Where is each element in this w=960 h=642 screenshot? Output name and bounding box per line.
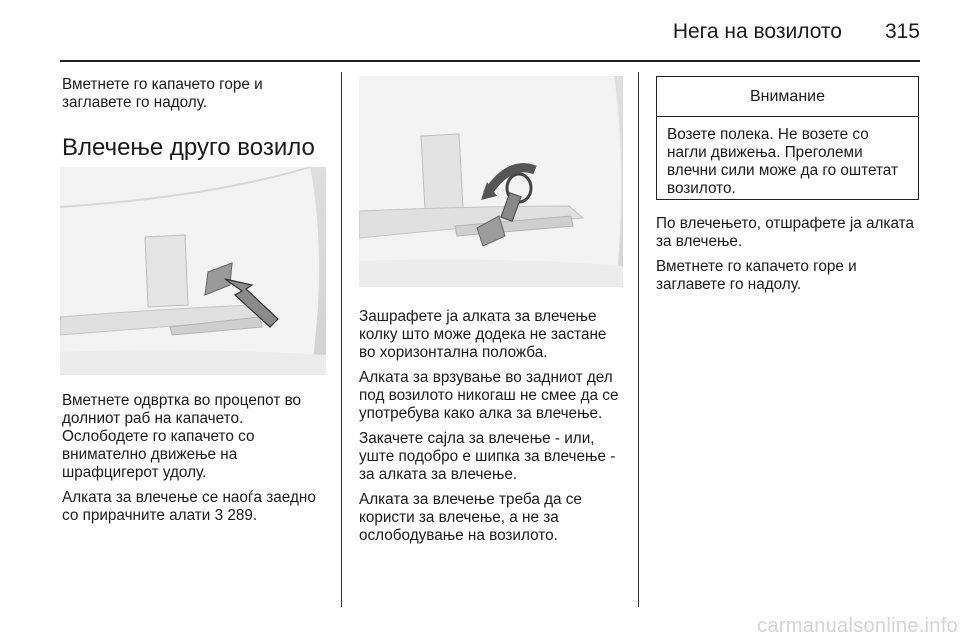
page-number: 315: [884, 20, 920, 43]
column-divider-2: [638, 72, 639, 607]
watermark: carmanualsonline.info: [757, 615, 958, 637]
header-rule: [60, 60, 920, 62]
tow-eye-illustration: [359, 76, 623, 287]
column-1-intro: [62, 76, 326, 119]
column-2-body: [359, 308, 624, 552]
intro-paragraph: Вметнете го капачето горе и заглавете го надолу.: [62, 76, 263, 111]
warning-title: Внимание: [657, 77, 918, 117]
paragraph-screw-in: Зашрафете ја алката за влечење колку што може додека не застане во хоризонтална положба.: [359, 308, 607, 361]
paragraph-attach-rope: Закачете сајла за влечење - или, уште подобро е шипка за влечење - за алката за влечење.: [359, 430, 616, 483]
page-reference-link[interactable]: 3 289.: [214, 507, 258, 524]
paragraph-cap-release: Вметнете одвртка во процепот во долниот раб на капачето. Ослободете го капачето со внимателно движење на шрафцигерот удолу.: [62, 392, 302, 481]
warning-text: Возете полека. Не возете со нагли движења. Преголеми влечни сили може да го оштетат возилото.: [667, 126, 898, 197]
paragraph-lashing-eye: Алката за врзување во задниот дел под возилото никогаш не смее да се употребува како алка за влечење.: [359, 369, 619, 422]
column-divider-1: [341, 72, 342, 607]
page-header: [60, 0, 920, 62]
warning-box: [656, 76, 919, 200]
figure-tow-eye-install: [359, 76, 623, 287]
paragraph-reinsert-cap: Вметнете го капачето горе и заглавете го надолу.: [656, 258, 857, 293]
column-3-body: [656, 215, 918, 301]
section-heading: Влечење друго возило: [62, 134, 315, 161]
paragraph-after-towing: По влечењето, отшрафете ја алката за влечење.: [656, 215, 914, 250]
paragraph-usage: Алката за влечење треба да се користи за влечење, а не за ослободување на возилото.: [359, 491, 582, 544]
paragraph-tow-eye-location: [62, 489, 326, 525]
figure-cap-removal: [60, 167, 326, 375]
tow-eye-location-text: Алката за влечење се наоѓа заедно со прирачните алати: [62, 489, 316, 524]
header-title: Нега на возилото: [672, 20, 842, 43]
column-1-body: [62, 392, 326, 532]
bumper-cap-illustration: [60, 167, 326, 375]
